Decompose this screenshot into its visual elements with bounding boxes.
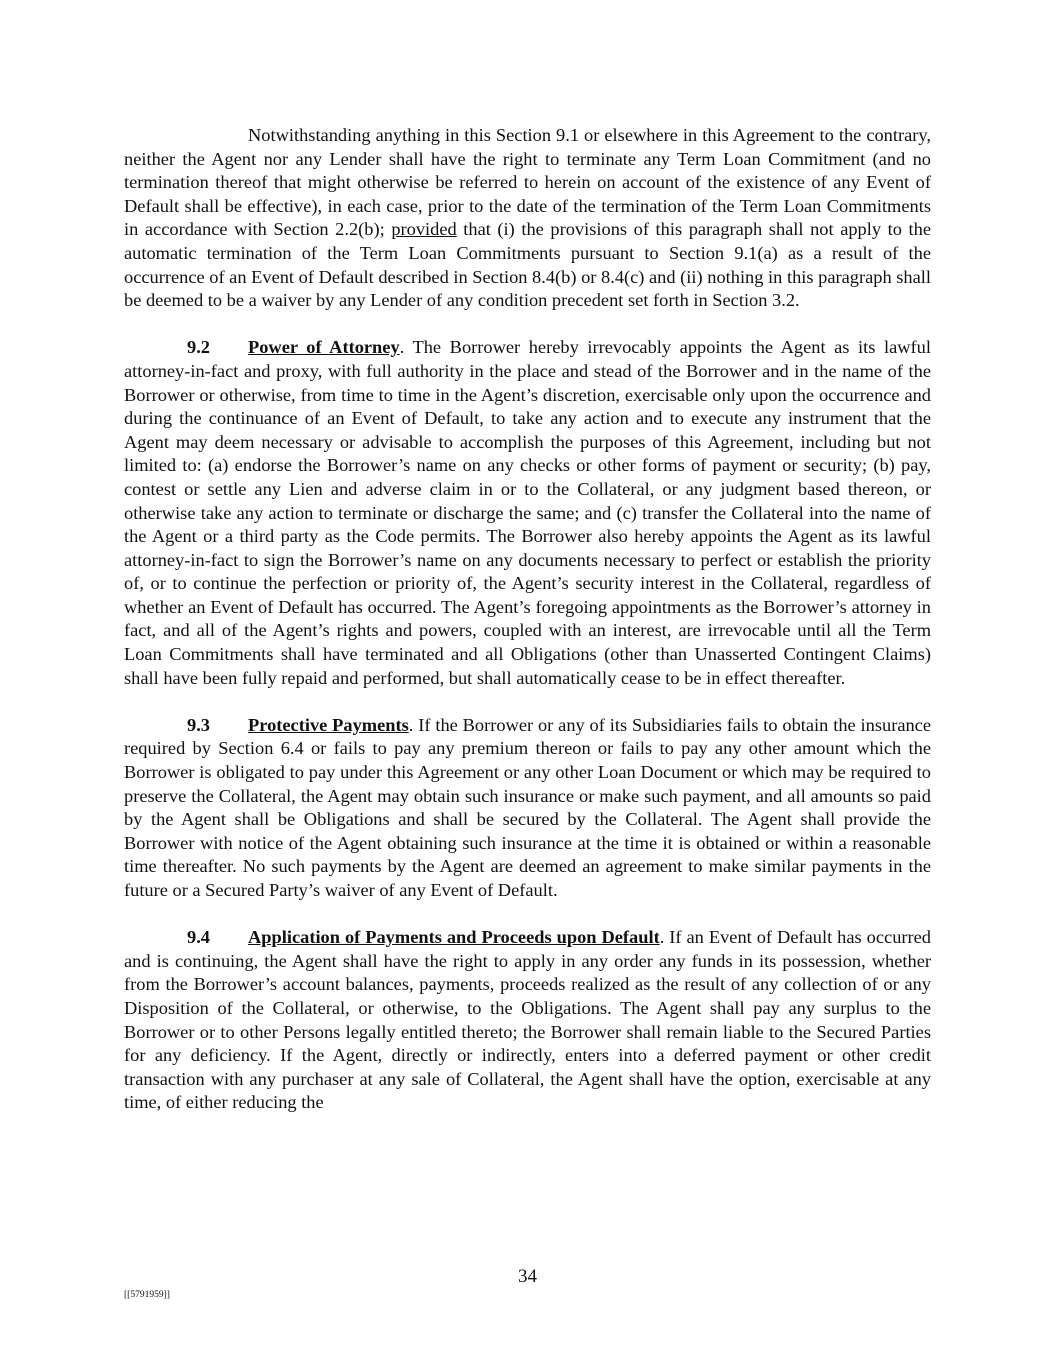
section-title: Power of Attorney bbox=[248, 337, 400, 358]
section-9-4 bbox=[124, 926, 931, 1115]
section-number: 9.4 bbox=[187, 927, 210, 948]
section-body: . If the Borrower or any of its Subsidiaries fails to obtain the insurance required by Section 6.4 or fails to pay any premium thereon or fails to pay any other amount which the Borrower is obligated to pay under this Agreement or any other Loan Document or which may be required to preserve the Collateral, the Agent may obtain such insurance or make such payment, and all amounts so paid by the Agent shall be Obligations and shall be secured by the Collateral. The Agent shall provide the Borrower with notice of the Agent obtaining such insurance at the time it is obtained or within a reasonable time thereafter. No such payments by the Agent are deemed an agreement to make similar payments in the future or a Secured Party’s waiver of any Event of Default. bbox=[124, 714, 932, 900]
document-id: [[5791959]] bbox=[124, 1290, 170, 1300]
section-body: . If an Event of Default has occurred and is continuing, the Agent shall have the right to apply in any order any funds in its possession, whether from the Borrower’s account balances, payments, proceeds realized as the result of any collection of or any Disposition of the Collateral, or otherwise, to the Obligations. The Agent shall pay any surplus to the Borrower or to other Persons legally entitled thereto; the Borrower shall remain liable to the Secured Parties for any deficiency. If the Agent, directly or indirectly, enters into a deferred payment or other credit transaction with any purchaser at any sale of Collateral, the Agent shall have the option, exercisable at any time, of either reducing the bbox=[124, 927, 931, 1113]
section-9-2 bbox=[124, 336, 931, 690]
section-title: Protective Payments bbox=[248, 714, 409, 735]
section-title: Application of Payments and Proceeds upon Default bbox=[248, 927, 660, 948]
paragraph-text: that (i) the provisions of this paragraph shall not apply to the automatic termination of the Term Loan Commitments pursuant to Section 9.1(a) as a result of the occurrence of an Event of Default described in Section 8.4(b) or 8.4(c) and (ii) nothing in this paragraph shall be deemed to be a waiver by any Lender of any condition precedent set forth in Section 3.2. bbox=[124, 219, 931, 311]
paragraph-notwithstanding bbox=[124, 124, 931, 313]
section-body: . The Borrower hereby irrevocably appoints the Agent as its lawful attorney-in-fact and proxy, with full authority in the place and stead of the Borrower and in the name of the Borrower or otherwise, from time to time in the Agent’s discretion, exercisable only upon the occurrence and during the continuance of an Event of Default, to take any action and to execute any instrument that the Agent may deem necessary or advisable to accomplish the purposes of this Agreement, including but not limited to: (a) endorse the Borrower’s name on any checks or other forms of payment or security; (b) pay, contest or settle any Lien and adverse claim in or to the Collateral, or any judgment based thereon, or otherwise take any action to terminate or discharge the same; and (c) transfer the Collateral into the name of the Agent or a third party as the Code permits. The Borrower also hereby appoints the Agent as its lawful attorney-in-fact to sign the Borrower’s name on any documents necessary to perfect or establish the priority of, or to continue the perfection or priority of, the Agent’s security interest in the Collateral, regardless of whether an Event of Default has occurred. The Agent’s foregoing appointments as the Borrower’s attorney in fact, and all of the Agent’s rights and powers, coupled with an interest, are irrevocable until all the Term Loan Commitments shall have terminated and all Obligations (other than Unasserted Contingent Claims) shall have been fully repaid and performed, but shall automatically cease to be in effect thereafter. bbox=[124, 337, 931, 688]
document-body bbox=[124, 124, 931, 1139]
paragraph-text: Notwithstanding anything in this Section 9.1 or elsewhere in this Agreement to the contrary, neither the Agent nor any Lender shall have the right to terminate any Term Loan Commitment (and no termination thereof that might otherwise be referred to herein on account of the existence of any Event of Default shall be effective), in each case, prior to the date of the termination of the Term Loan Commitments in accordance with Section 2.2(b); bbox=[124, 125, 931, 240]
section-number: 9.3 bbox=[187, 714, 210, 735]
page-number: 34 bbox=[518, 1266, 537, 1287]
provided-underlined: provided bbox=[391, 219, 457, 240]
section-9-3 bbox=[124, 714, 931, 903]
section-number: 9.2 bbox=[187, 337, 210, 358]
